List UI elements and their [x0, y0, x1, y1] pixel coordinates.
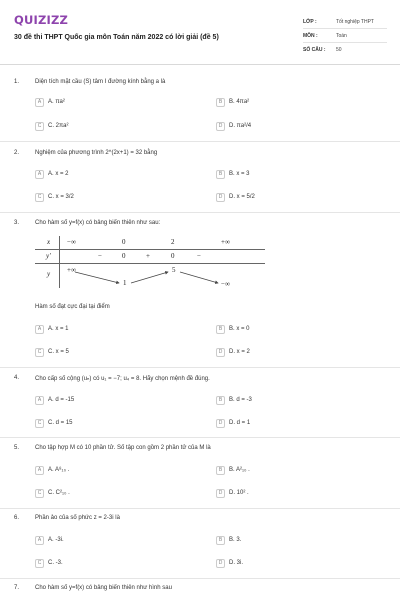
- sign-value: −: [197, 252, 201, 260]
- row-label-y: y: [47, 270, 51, 278]
- option-b[interactable]: [216, 465, 250, 475]
- option-text: B. x = 3: [229, 171, 250, 177]
- option-letter-box: B: [216, 396, 225, 405]
- decreasing-arrow-icon: [75, 272, 119, 283]
- document-meta: [303, 15, 387, 57]
- sign-value: +: [146, 252, 150, 260]
- option-a[interactable]: [35, 169, 69, 179]
- option-letter-box: B: [216, 325, 225, 334]
- question-text: Cho cấp số cộng (uₙ) có u₁ = −7; u₄ = 8. Hãy chọn mệnh đề đúng.: [35, 376, 210, 382]
- option-text: D. x = 2: [229, 349, 250, 355]
- option-letter-box: D: [216, 348, 225, 357]
- meta-row-count: [303, 43, 387, 57]
- option-letter-box: A: [35, 98, 44, 107]
- option-d[interactable]: [216, 347, 250, 357]
- y-value: −∞: [221, 280, 230, 288]
- y-value: 5: [172, 266, 176, 274]
- option-letter-box: D: [216, 489, 225, 498]
- x-value: +∞: [221, 238, 230, 246]
- x-value: 0: [122, 238, 126, 246]
- question-number: 5.: [14, 445, 20, 451]
- option-a[interactable]: [35, 395, 74, 405]
- option-letter-box: D: [216, 419, 225, 428]
- option-text: A. πa²: [48, 99, 65, 105]
- option-text: A. x = 1: [48, 326, 69, 332]
- meta-value: Toán: [336, 32, 347, 39]
- question-subtext: Hàm số đạt cực đại tại điểm: [35, 304, 110, 310]
- meta-label: SỐ CÂU :: [303, 47, 326, 53]
- question-number: 3.: [14, 220, 20, 226]
- x-value: 2: [171, 238, 175, 246]
- question-text: Diện tích mặt cầu (S) tâm I đường kính bằng a là: [35, 79, 166, 85]
- question-number: 7.: [14, 585, 20, 591]
- option-text: D. 3i.: [229, 560, 244, 566]
- option-a[interactable]: [35, 465, 69, 475]
- x-value: −∞: [67, 238, 76, 246]
- option-text: C. x = 3/2: [48, 194, 74, 200]
- sign-value: 0: [171, 252, 175, 260]
- question-number: 6.: [14, 515, 20, 521]
- question-text: Nghiệm của phương trình 2^(2x+1) = 32 bằng: [35, 150, 158, 156]
- option-letter-box: D: [216, 122, 225, 131]
- meta-row-class: [303, 15, 387, 29]
- option-text: B. x = 0: [229, 326, 250, 332]
- variation-table: [35, 236, 265, 288]
- option-b[interactable]: [216, 97, 249, 107]
- option-d[interactable]: [216, 121, 251, 131]
- decreasing-arrow-icon: [180, 272, 218, 283]
- option-letter-box: D: [216, 193, 225, 202]
- option-text: C. x = 5: [48, 349, 69, 355]
- option-text: A. A⁸₁₀ .: [48, 467, 70, 473]
- question-divider: [0, 508, 400, 509]
- option-text: A. x = 2: [48, 171, 69, 177]
- option-d[interactable]: [216, 192, 255, 202]
- option-d[interactable]: [216, 418, 250, 428]
- option-letter-box: B: [216, 536, 225, 545]
- question-number: 4.: [14, 375, 20, 381]
- option-letter-box: A: [35, 536, 44, 545]
- meta-label: LỚP :: [303, 18, 317, 25]
- meta-row-subject: [303, 29, 387, 43]
- question-divider: [0, 437, 400, 438]
- option-c[interactable]: [35, 418, 73, 428]
- option-letter-box: B: [216, 98, 225, 107]
- header-divider: [0, 64, 400, 65]
- quizizz-logo: QUIZIZZ: [14, 13, 69, 27]
- option-text: C. 2πa²: [48, 123, 69, 129]
- option-letter-box: C: [35, 193, 44, 202]
- question-text: Phần ảo của số phức z = 2-3i là: [35, 515, 120, 521]
- option-letter-box: B: [216, 466, 225, 475]
- option-a[interactable]: [35, 535, 64, 545]
- question-divider: [0, 212, 400, 213]
- sign-value: 0: [122, 252, 126, 260]
- option-b[interactable]: [216, 395, 252, 405]
- option-letter-box: C: [35, 419, 44, 428]
- option-text: C. d = 15: [48, 420, 73, 426]
- question-text: Cho tập hợp M có 10 phần tử. Số tập con gồm 2 phần tử của M là: [35, 445, 211, 451]
- option-text: D. d = 1: [229, 420, 251, 426]
- option-letter-box: C: [35, 348, 44, 357]
- question-divider: [0, 367, 400, 368]
- option-letter-box: C: [35, 559, 44, 568]
- option-text: C. -3.: [48, 560, 63, 566]
- meta-value: 50: [336, 47, 342, 53]
- option-text: A. -3i.: [48, 537, 64, 543]
- option-letter-box: B: [216, 170, 225, 179]
- sign-value: −: [98, 252, 102, 260]
- option-letter-box: D: [216, 559, 225, 568]
- option-text: B. 4πa²: [229, 99, 250, 105]
- option-c[interactable]: [35, 488, 70, 498]
- option-text: A. d = -15: [48, 397, 75, 403]
- option-a[interactable]: [35, 324, 69, 334]
- option-text: D. 10² .: [229, 490, 249, 496]
- option-b[interactable]: [216, 535, 241, 545]
- y-value: +∞: [67, 266, 76, 274]
- option-letter-box: A: [35, 170, 44, 179]
- y-value: 1: [123, 279, 127, 287]
- option-text: D. x = 5/2: [229, 194, 255, 200]
- question-divider: [0, 141, 400, 142]
- option-c[interactable]: [35, 558, 63, 568]
- row-label-x: x: [47, 238, 51, 246]
- meta-value: Tốt nghiệp THPT: [336, 18, 374, 25]
- option-b[interactable]: [216, 324, 250, 334]
- option-b[interactable]: [216, 169, 250, 179]
- option-text: B. 3.: [229, 537, 242, 543]
- option-letter-box: A: [35, 466, 44, 475]
- option-text: C. C²₁₀ .: [48, 490, 70, 496]
- option-a[interactable]: [35, 97, 65, 107]
- document-title: 30 đề thi THPT Quốc gia môn Toán năm 2022 có lời giải (đề 5): [14, 34, 219, 41]
- option-letter-box: A: [35, 396, 44, 405]
- question-text: Cho hàm số y=f(x) có bảng biến thiên như hình sau: [35, 585, 172, 591]
- question-divider: [0, 578, 400, 579]
- question-number: 2.: [14, 150, 20, 156]
- option-d[interactable]: [216, 488, 249, 498]
- variation-arrows: [35, 236, 265, 288]
- option-text: B. A²₁₀ .: [229, 467, 250, 473]
- option-c[interactable]: [35, 192, 74, 202]
- question-text: Cho hàm số y=f(x) có bảng biến thiên như sau:: [35, 220, 161, 226]
- meta-label: MÔN :: [303, 32, 318, 39]
- option-text: D. πa²/4: [229, 123, 252, 129]
- option-letter-box: A: [35, 325, 44, 334]
- increasing-arrow-icon: [131, 272, 168, 283]
- option-c[interactable]: [35, 121, 68, 131]
- question-number: 1.: [14, 79, 20, 85]
- option-d[interactable]: [216, 558, 243, 568]
- option-text: B. d = -3: [229, 397, 252, 403]
- row-label-y-prime: y': [46, 252, 51, 260]
- option-letter-box: C: [35, 489, 44, 498]
- option-c[interactable]: [35, 347, 69, 357]
- option-letter-box: C: [35, 122, 44, 131]
